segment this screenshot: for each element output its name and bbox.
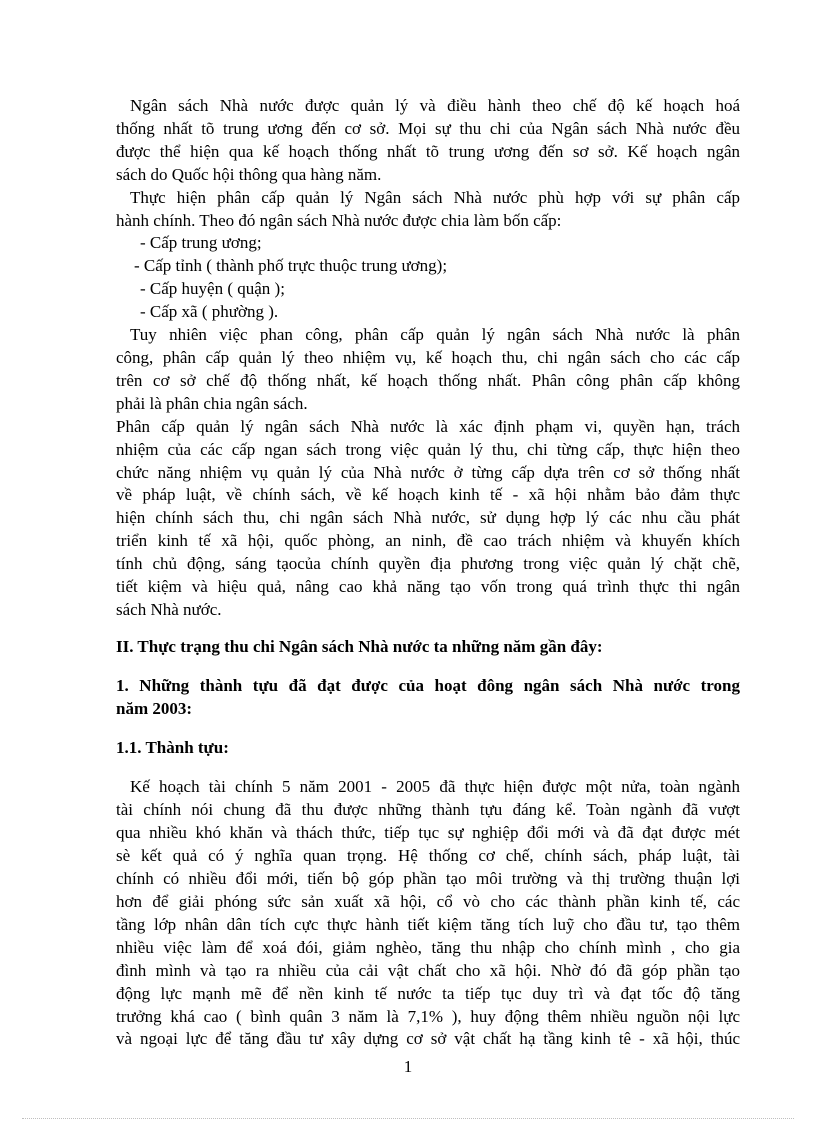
text-line: sè kết quả có ý nghĩa quan trọng. Hệ thống cơ chế, chính sách, pháp luật, tài: [116, 846, 740, 866]
list-item: - Cấp xã ( phường ).: [140, 302, 279, 322]
text-line: công, phân cấp quản lý theo nhiệm vụ, kế hoạch thu, chi ngân sách cho các cấp: [116, 347, 740, 367]
budget-levels-list: [116, 232, 740, 324]
text-line: tiết kiệm và hiệu quả, nâng cao khả năng tạo vốn trong quá trình thực thi ngân: [116, 577, 740, 597]
paragraph-achievements: [116, 776, 740, 1051]
text-line: sách Nhà nước.: [116, 599, 222, 619]
heading-line: 1. Những thành tựu đã đạt được của hoạt đông ngân sách Nhà nước trong: [116, 675, 740, 695]
list-item: - Cấp trung ương;: [140, 233, 262, 253]
text-line: Ngân sách Nhà nước được quản lý và điều hành theo chế độ kế hoạch hoá: [130, 96, 740, 115]
text-line: và ngoại lực để tăng đầu tư xây dựng cơ sở vật chất hạ tầng kinh tê - xã hội, thúc: [116, 1029, 740, 1049]
paragraph-division-of-duties: [116, 324, 740, 416]
text-line: qua nhiều khó khăn và thách thức, tiếp tục sự nghiệp đổi mới và đã đạt được mét: [116, 823, 740, 843]
paragraph-budget-decentralization: [116, 416, 740, 622]
list-item: - Cấp tỉnh ( thành phố trực thuộc trung ương);: [134, 256, 448, 276]
text-line: phải là phân chia ngân sách.: [116, 393, 308, 413]
text-line: trưởng khá cao ( bình quân 3 năm là 7,1% ), huy động thêm nhiều nguồn nội lực: [116, 1006, 740, 1026]
text-line: thống nhất tõ trung ương đến cơ sở. Mọi sự thu chi của Ngân sách Nhà nước đều: [116, 118, 740, 138]
text-line: tính chủ động, sáng tạocủa chính quyền địa phương trong việc quản lý chặt chẽ,: [116, 554, 740, 574]
text-line: nhiều việc làm để xoá đói, giảm nghèo, tăng thu nhập cho chính mình , cho gia: [116, 937, 740, 957]
paragraph-budget-levels-intro: [116, 187, 740, 233]
text-line: động lực mạnh mẽ để nền kinh tế nước ta tiếp tục duy trì và đạt tốc độ tăng: [116, 983, 740, 1003]
subsection-heading-1-1: 1.1. Thành tựu:: [116, 737, 229, 757]
text-line: nhiệm của các cấp ngan sách trong việc quản lý thu, chi từng cấp, thực hiện theo: [116, 439, 740, 459]
text-line: chức năng nhiệm vụ quản lý của Nhà nước ở từng cấp dựa trên cơ sở thống nhất: [116, 462, 740, 482]
document-page: [116, 95, 740, 1051]
text-line: được thể hiện qua kế hoạch thống nhất tõ trung ương đến sơ sở. Kế hoạch ngân: [116, 141, 740, 161]
text-line: Kế hoạch tài chính 5 năm 2001 - 2005 đã thực hiện được một nửa, toàn ngành: [130, 777, 740, 797]
text-line: triển kinh tế xã hội, quốc phòng, an ninh, đề cao trách nhiệm và khuyến khích: [116, 531, 740, 551]
text-line: tài chính nói chung đã thu được những thành tựu đáng kể. Toàn ngành đã vượt: [116, 800, 740, 820]
text-line: Phân cấp quản lý ngân sách Nhà nước là xác định phạm vi, quyền hạn, trách: [116, 416, 740, 436]
page-bottom-divider: [22, 1118, 794, 1119]
text-line: Thực hiện phân cấp quản lý Ngân sách Nhà nước phù hợp với sự phân cấp: [130, 187, 740, 207]
text-line: trên cơ sở chế độ thống nhất, kế hoạch thống nhất. Phân công phân cấp không: [116, 370, 740, 390]
text-line: tầng lớp nhân dân tích cực thực hành tiết kiệm tăng tích luỹ cho đầu tư, tạo thêm: [116, 914, 740, 934]
text-line: chính có nhiều đổi mới, tiến bộ góp phần tạo môi trường và thị trường thuận lợi: [116, 869, 740, 889]
text-line: hành chính. Theo đó ngân sách Nhà nước được chia làm bốn cấp:: [116, 210, 562, 230]
list-item: - Cấp huyện ( quận );: [140, 279, 285, 299]
text-line: Tuy nhiên việc phan công, phân cấp quản lý ngân sách Nhà nước là phân: [130, 325, 740, 345]
subsection-heading-1: [116, 675, 740, 721]
text-line: hơn để giải phóng sức sản xuất xã hội, cổ vò cho các thành phần kinh tế, các: [116, 892, 740, 911]
text-line: hiện chính sách thu, chi ngân sách Nhà nước, sử dụng hợp lý các nhu cầu phát: [116, 508, 740, 528]
text-line: về pháp luật, về chính sách, về kế hoạch kinh tế - xã hội nhằm bảo đảm thực: [116, 485, 740, 505]
page-number: 1: [403, 1057, 413, 1076]
text-line: sách do Quốc hội thông qua hàng năm.: [116, 164, 382, 184]
section-heading-ii: II. Thực trạng thu chi Ngân sách Nhà nước ta những năm gần đây:: [116, 636, 603, 656]
text-line: đình mình và tạo ra nhiều của cải vật chất cho xã hội. Nhờ đó đã góp phần tạo: [116, 960, 740, 980]
paragraph-state-budget-planning: [116, 95, 740, 187]
heading-line: năm 2003:: [116, 698, 193, 718]
